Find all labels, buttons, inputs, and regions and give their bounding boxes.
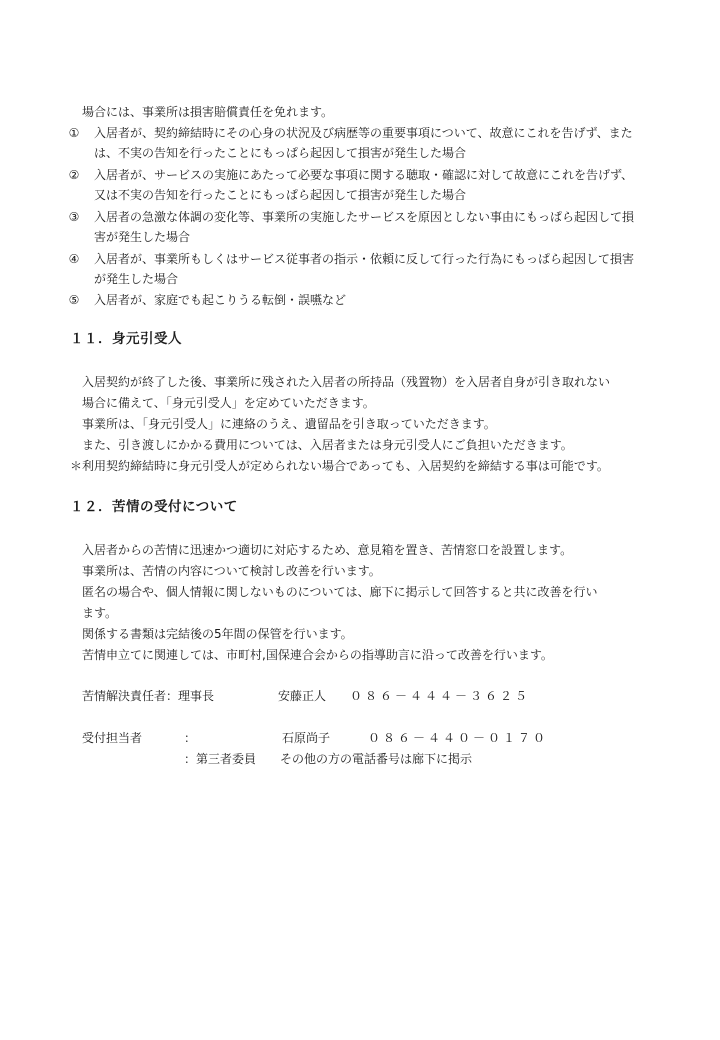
- section-11-line-4: また、引き渡しにかかる費用については、入居者または身元引受人にご負担いただきます。: [82, 438, 573, 452]
- item-5-line-1: 入居者が、家庭でも起こりうる転倒・誤嚥など: [94, 293, 347, 307]
- section-12-line-3: 匿名の場合や、個人情報に関しないものについては、廊下に掲示して回答すると共に改善を行い: [82, 585, 598, 599]
- item-number-4: ④: [68, 252, 80, 266]
- section-12-heading: １２．苦情の受付について: [70, 499, 238, 515]
- receiver-colon: ：: [184, 731, 197, 745]
- exemption-intro: 場合には、事業所は損害賠償責任を免れます。: [82, 105, 334, 119]
- item-number-2: ②: [68, 168, 80, 182]
- item-number-1: ①: [68, 126, 80, 140]
- item-3-line-2: 害が発生した場合: [94, 230, 191, 244]
- receiver-label: 受付担当者: [82, 731, 143, 745]
- item-4-line-2: が発生した場合: [94, 272, 179, 286]
- item-number-5: ⑤: [68, 293, 80, 307]
- responsible-phone: ０８６－４４４－３６２５: [350, 689, 531, 703]
- third-party-label: ：第三者委員: [184, 752, 257, 766]
- section-11-line-1: 入居契約が終了した後、事業所に残された入居者の所持品（残置物）を入居者自身が引き取れない: [82, 375, 611, 389]
- item-4-line-1: 入居者が、事業所もしくはサービス従事者の指示・依頼に反して行った行為にもっぱら起因して損害: [94, 252, 635, 266]
- item-1-line-2: は、不実の告知を行ったことにもっぱら起因して損害が発生した場合: [94, 146, 467, 160]
- item-3-line-1: 入居者の急激な体調の変化等、事業所の実施したサービスを原因としない事由にもっぱら起因して損: [94, 210, 635, 224]
- section-12-line-5: 関係する書類は完結後の5年間の保管を行います。: [82, 627, 353, 641]
- responsible-name: 安藤正人: [278, 689, 327, 703]
- section-11-heading: １１．身元引受人: [70, 331, 182, 347]
- item-1-line-1: 入居者が、契約締結時にその心身の状況及び病歴等の重要事項について、故意にこれを告げず、また: [94, 126, 633, 140]
- receiver-phone: ０８６－４４０－０１７０: [368, 731, 549, 745]
- section-11-note: ＊利用契約締結時に身元引受人が定められない場合であっても、入居契約を締結する事は可能です。: [70, 459, 609, 473]
- item-number-3: ③: [68, 210, 80, 224]
- third-party-note: その他の方の電話番号は廊下に掲示: [280, 752, 473, 766]
- responsible-label: 苦情解決責任者：理事長: [82, 689, 215, 703]
- item-2-line-1: 入居者が、サービスの実施にあたって必要な事項に関する聴取・確認に対して故意にこれを告げず、: [94, 168, 634, 182]
- section-12-line-2: 事業所は、苦情の内容について検討し改善を行います。: [82, 564, 381, 578]
- receiver-name: 石原尚子: [282, 731, 331, 745]
- section-12-line-1: 入居者からの苦情に迅速かつ適切に対応するため、意見箱を置き、苦情窓口を設置します。: [82, 543, 573, 557]
- section-12-line-6: 苦情申立てに関連しては、市町村,国保連合会からの指導助言に沿って改善を行います。: [82, 648, 553, 662]
- section-12-line-4: ます。: [82, 606, 118, 620]
- section-11-line-3: 事業所は、「身元引受人」に連絡のうえ、遺留品を引き取っていただきます。: [82, 417, 496, 431]
- section-11-line-2: 場合に備えて、「身元引受人」を定めていただきます。: [82, 396, 375, 410]
- item-2-line-2: 又は不実の告知を行ったことにもっぱら起因して損害が発生した場合: [94, 188, 467, 202]
